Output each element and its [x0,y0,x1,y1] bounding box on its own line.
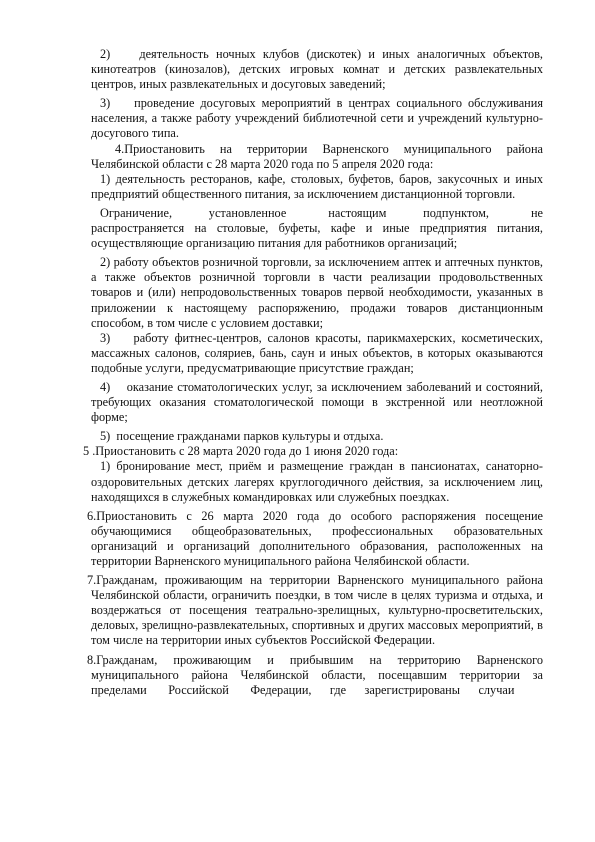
paragraph-8-arrivals: 8.Гражданам, проживающим и прибывшим на территорию Варненского муниципального района Челябинской области, посещавшим территории за пределами Российской Федерации, где зарегистрированы случаи [87,652,543,697]
paragraph-4-suspend-heading: 4.Приостановить на территории Варненского муниципального района Челябинской области с 28 марта 2020 года по 5 апреля 2020 года: [91,141,543,171]
paragraph-5-1-booking: 1) бронирование мест, приём и размещение граждан в пансионатах, санаторно-оздоровительных детских лагерях круглогодичного действия, за исключением лиц, находящихся в служебных командировках или служебных поездках. [91,459,543,504]
paragraph-5-suspend-heading: 5 .Приостановить с 28 марта 2020 года до 1 июня 2020 года: [83,444,399,459]
paragraph-4-2-retail: 2) работу объектов розничной торговли, за исключением аптек и аптечных пунктов, а также объектов розничной торговли в части реализации продовольственных товаров и (или) непродовольственных товаров первой необходимости, указанных в приложении к настоящему распоряжению, продажи товаров дистанционным способом, в том числе с условием доставки; [91,255,543,330]
paragraph-6-schools: 6.Приостановить с 26 марта 2020 года до особого распоряжения посещение обучающимися общеобразовательных, профессиональных образовательных организаций и организаций дополнительного образования, расположенных на территории Варненского муниципального района Челябинской области. [87,508,543,568]
paragraph-4-1-restriction-note: Ограничение, установленное настоящим подпунктом, не распространяется на столовые, буфеты, кафе и иные предприятия питания, осуществляющие организацию питания для работников организаций; [91,205,543,251]
document-body [83,39,543,698]
paragraph-7-citizens-travel: 7.Гражданам, проживающим на территории Варненского муниципального района Челябинской области, ограничить поездки, в том числе в целях туризма и отдыха, и воздержаться от посещения театрально-зрелищных, культурно-просветительских, деловых, зрелищно-развлекательных, спортивных и других массовых мероприятий, в том числе на территории иных субъектов Российской Федерации. [87,573,543,648]
paragraph-4-5-parks: 5) посещение гражданами парков культуры и отдыха. [100,429,384,444]
paragraph-3-3-leisure-events: 3) проведение досуговых мероприятий в центрах социального обслуживания населения, а также работу учреждений библиотечной сети и учреждений культурно-досугового типа. [91,96,543,141]
paragraph-4-3-fitness-salons: 3) работу фитнес-центров, салонов красоты, парикмахерских, косметических, массажных салонов, соляриев, бань, саун и иных объектов, в которых оказываются подобные услуги, предусматривающие присутствие граждан; [91,330,543,375]
paragraph-4-4-dental: 4) оказание стоматологических услуг, за исключением заболеваний и состояний, требующих оказания стоматологической помощи в экстренной или неотложной форме; [91,379,543,425]
paragraph-3-2-night-clubs: 2) деятельность ночных клубов (дискотек) и иных аналогичных объектов, кинотеатров (кинозалов), детских игровых комнат и детских развлекательных центров, иных развлекательных и досуговых заведений; [91,47,543,92]
paragraph-4-1-restaurants: 1) деятельность ресторанов, кафе, столовых, буфетов, баров, закусочных и иных предприятий общественного питания, за исключением дистанционной торговли. [91,171,543,201]
